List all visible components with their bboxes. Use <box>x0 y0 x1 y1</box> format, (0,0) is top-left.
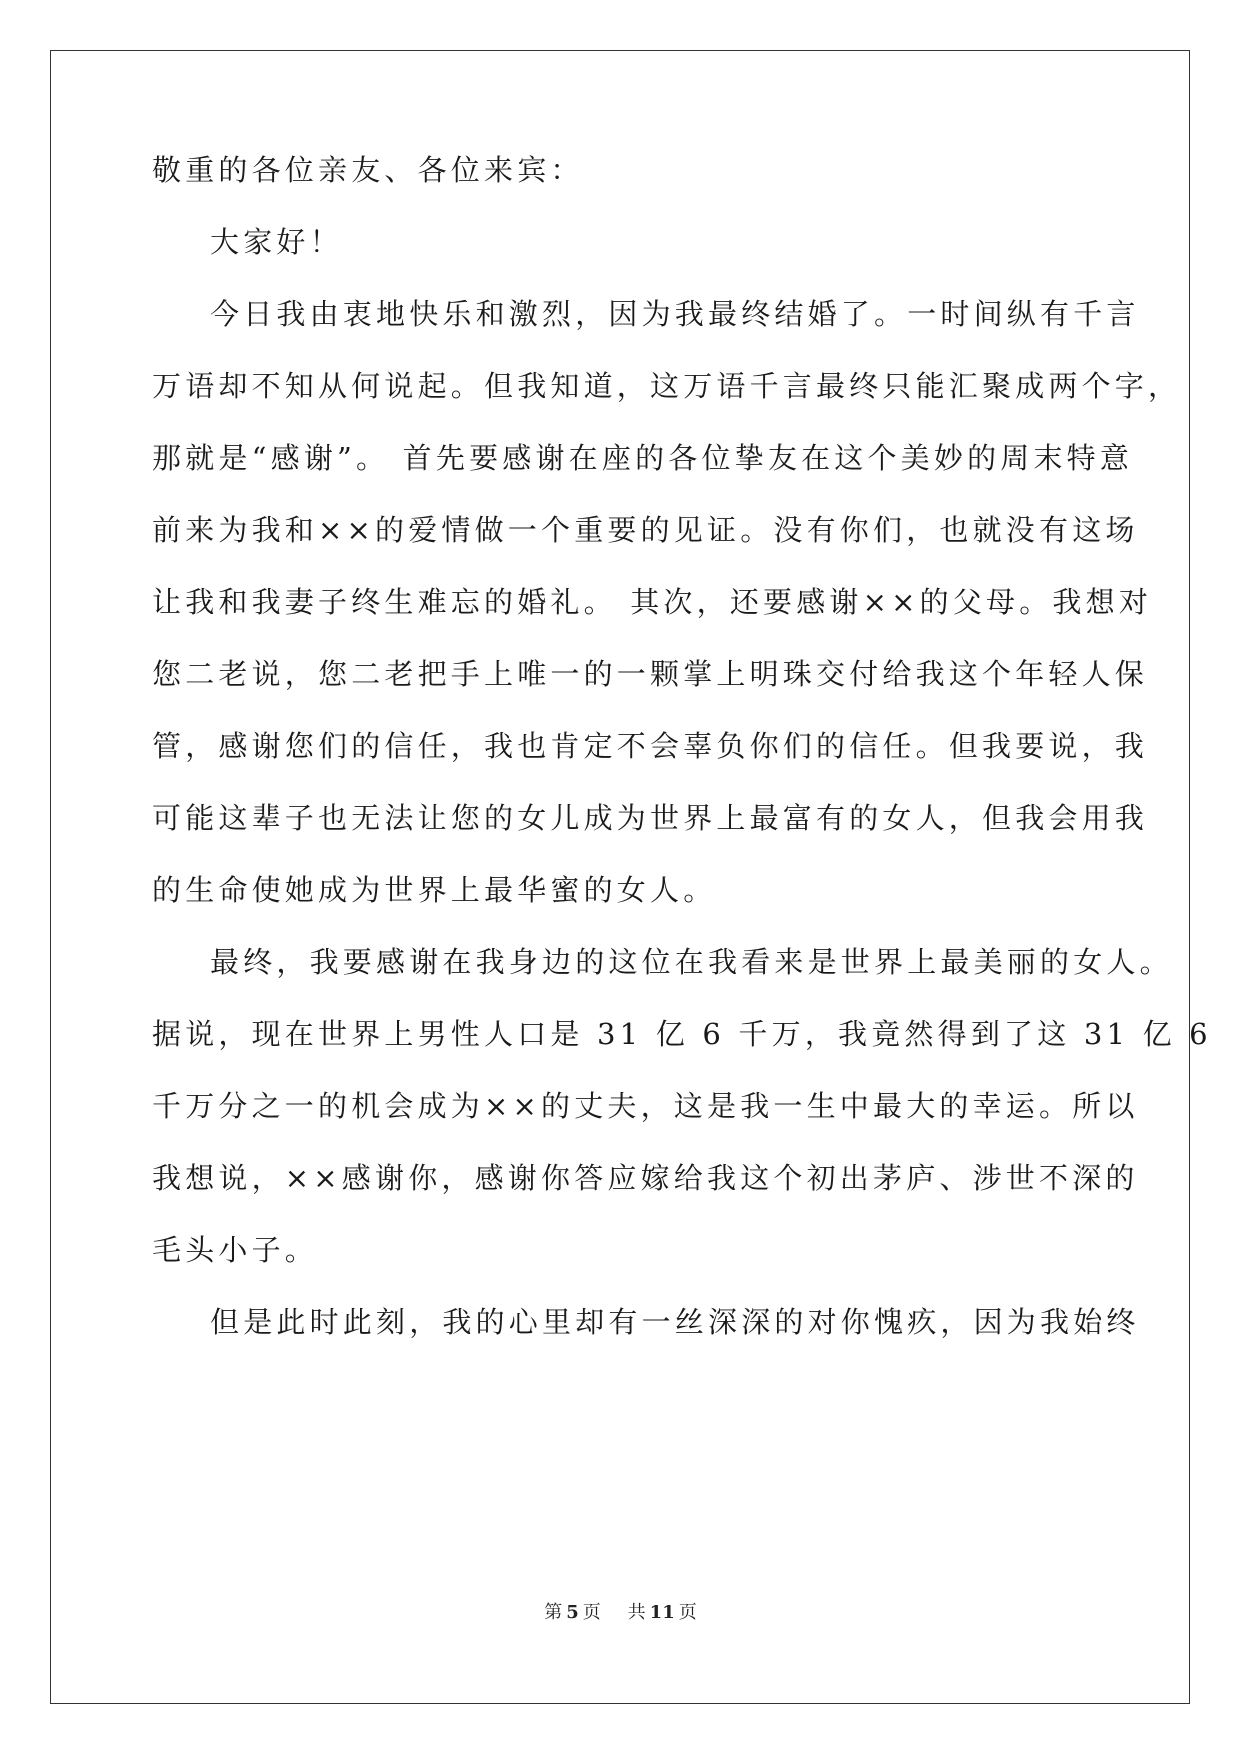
text-line: 万语却不知从何说起。但我知道，这万语千言最终只能汇聚成两个字， <box>152 369 1182 403</box>
page-current: 5 <box>566 1602 579 1623</box>
text-line: 敬重的各位亲友、各位来宾： <box>152 153 584 187</box>
page-unit: 页 <box>582 1602 601 1623</box>
text-line: 的生命使她成为世界上最华蜜的女人。 <box>152 873 717 907</box>
text-line: 我想说，××感谢你，感谢你答应嫁给我这个初出茅庐、涉世不深的 <box>152 1161 1139 1195</box>
total-prefix: 共 <box>627 1602 646 1623</box>
page-total: 11 <box>649 1602 675 1623</box>
text-line: 据说，现在世界上男性人口是 31 亿 6 千万，我竟然得到了这 31 亿 6 <box>152 1017 1212 1051</box>
text-line: 今日我由衷地快乐和激烈，因为我最终结婚了。一时间纵有千言 <box>210 297 1140 331</box>
text-line: 但是此时此刻，我的心里却有一丝深深的对你愧疚，因为我始终 <box>210 1305 1140 1339</box>
text-line: 毛头小子。 <box>152 1233 319 1267</box>
page-prefix: 第 <box>544 1602 563 1623</box>
text-line: 可能这辈子也无法让您的女儿成为世界上最富有的女人，但我会用我 <box>152 801 1149 835</box>
text-line: 大家好！ <box>210 225 343 259</box>
text-line: 那就是“感谢”。 首先要感谢在座的各位挚友在这个美妙的周末特意 <box>152 441 1134 475</box>
text-line: 千万分之一的机会成为××的丈夫，这是我一生中最大的幸运。所以 <box>152 1089 1139 1123</box>
text-line: 前来为我和××的爱情做一个重要的见证。没有你们，也就没有这场 <box>152 513 1139 547</box>
text-line: 管，感谢您们的信任，我也肯定不会辜负你们的信任。但我要说，我 <box>152 729 1149 763</box>
total-unit: 页 <box>678 1602 697 1623</box>
text-line: 您二老说，您二老把手上唯一的一颗掌上明珠交付给我这个年轻人保 <box>152 657 1149 691</box>
text-line: 让我和我妻子终生难忘的婚礼。 其次，还要感谢××的父母。我想对 <box>152 585 1153 619</box>
text-line: 最终，我要感谢在我身边的这位在我看来是世界上最美丽的女人。 <box>210 945 1173 979</box>
page-footer <box>0 1598 1241 1624</box>
